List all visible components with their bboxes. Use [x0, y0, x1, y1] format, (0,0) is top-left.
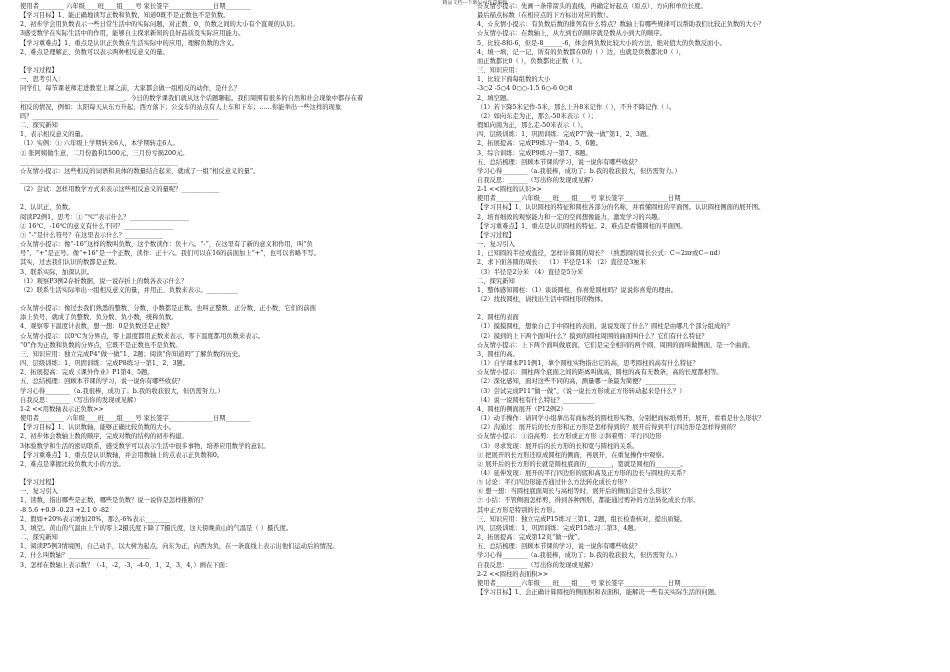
left-text-line: 自我反思：______（写出你的发现或见解）: [20, 396, 140, 404]
right-text-line: 五、总结梳理：回顾本节课的学习，说一说你有哪些收获？: [477, 543, 641, 551]
right-text-line: 【学习目标】1、认识圆柱的特征和圆柱各部分的名称，并看懂圆柱的平面图。认识圆柱侧面的展开图。: [477, 204, 765, 212]
right-column: [477, 2, 932, 597]
left-text-line: 2、什么叫数轴？__________________________: [20, 552, 150, 560]
right-text-line: 2、培育细致的观察能力和一定的空间想像能力，激发学习的兴趣。: [477, 213, 664, 221]
right-text-line: ☆友情小提示：在数轴上，从左到右的顺序就是数从小到大的顺序。: [477, 30, 666, 38]
right-text-line: （4）说一说圆柱有什么特征？__________: [477, 396, 595, 404]
left-text-line: 号”，“+”是正号。像“+16”是一个正数，读作：正十六。我们可以在16的前面加上“+”，也可以省略不写。: [20, 250, 320, 258]
right-text-line: 【学习目标】1、会正确计算圆柱的侧面积和表面积，能解决一些有关实际生活的问题。: [477, 589, 721, 596]
left-column: [20, 2, 462, 570]
left-text-line: 2、难点是掌握比较负数大小的方法。: [20, 460, 125, 468]
right-text-line: 2-2 <<圆柱的表面积>>: [477, 570, 549, 578]
right-text-line: 4、填一填，记一记，所有的负数都在0的（ ）边，也就是负数都比0（ ），: [477, 48, 686, 56]
left-text-line: 3、联系实际，加深认识。: [20, 268, 94, 276]
left-text-line: 2、难点是理解正、负数可以表示两种相反意义的量。: [20, 48, 169, 56]
left-text-line: ☆友情小提示：像过去我们熟悉的整数、分数、小数都是正数。也叫正整数、正分数、正小数，它们的前面: [20, 305, 316, 313]
right-text-line: （2）找找圆柱，请找出生活中圆柱形的物体。: [477, 296, 607, 303]
right-text-line: 2、填空题。: [477, 94, 513, 102]
right-text-line: （1）自学课本P11例1，拿个圆柱实物指出它的高，思考圆柱的高有什么特征？: [477, 360, 699, 368]
right-text-line: 2、拓展提高：完成P9练习一第4、5、6题。: [477, 140, 603, 148]
right-text-line: （1）动手操作：请同学小组拿出有商标纸的圆柱形实物，分别把商标纸剪开，展开，看看是什么形状？: [477, 415, 765, 423]
right-text-line: 一、复习引入: [477, 241, 515, 249]
left-text-line: 二、探究新知: [20, 122, 58, 130]
left-text-line: 【学习重难点】1、重点是认识正负数在生活实际中的应用，理解负数的含义。: [20, 39, 239, 47]
left-text-line: 使用者________ 六年级____班____组____号 家长签字______________日期________: [20, 415, 251, 423]
right-text-line: 1、已知圆的半径或直径，怎样计算圆的周长？（熟悉圆的周长公式：C＝2πr或C＝πd）: [477, 250, 725, 258]
left-text-line: 3、怎样在数轴上表示数？（-1，-2，-3，-4-0，1，2，3，4，）画在下面：: [20, 561, 232, 569]
left-text-line: [20, 295, 462, 304]
left-text-line: 【学习重难点】1、重点是认识数轴，并会用数轴上的点表示正负数和0。: [20, 451, 224, 459]
left-text-line: 2、拓展提高：完成《课外作业》P1第4、5题。: [20, 369, 154, 377]
right-text-line: 自我反思：______（写出你的发现或见解）: [477, 561, 597, 569]
left-text-line: 3、填空。黄山的气温由上午的零上2摄氏度下降了7摄氏度，这天傍晚黄山的气温是（ ）摄氏度。: [20, 524, 293, 532]
left-text-line: 一、复习引入: [20, 488, 58, 496]
left-text-line: 【学习过程】: [20, 67, 58, 75]
right-text-line: 【学习重难点】1、重点是认识圆柱的特征。2、难点是看懂圆柱的平面图。: [477, 222, 687, 230]
left-text-line: ☆友情小提示：以0℃为分界点，零上温度都用正数来表示，零下温度都用负数来表示。: [20, 332, 265, 340]
right-text-line: 4、☆友情小提示：有负数后数的排列有什么特点？数轴上有哪些规律可以帮助我们比较正负数的大小？: [477, 21, 765, 29]
left-text-line: 同学们，每节课老师走进教室上课之前，大家都会做一组相反的动作，是什么？: [20, 85, 241, 93]
left-text-line: （1）实例：① 六年级上学期转来6人，本学期转走6人。: [20, 140, 179, 148]
left-text-line: 1、表示相反意义的量。: [20, 131, 87, 139]
left-text-line: -8 5.6 +0.9 -0.23 +2.1 0 -82: [20, 506, 110, 514]
right-text-line: ② 展开后的长方形的长就是圆柱底面的________，宽就是圆柱的________。: [477, 460, 687, 468]
left-text-line: （1）观察P3例2存折数据，说一说存折上的数各表示什么？: [20, 277, 188, 285]
right-text-line: 3、圆柱的高。: [477, 350, 519, 358]
left-text-line: 2、初步体会数轴上数的顺序，完成对数的结构的初步构建。: [20, 433, 188, 441]
left-text-line: 使用者________ 六年级____班____组____号 家长签字______________日期________: [20, 3, 251, 10]
left-text-line: __________________________________________________: [20, 176, 178, 184]
right-text-line: （1）摸摸圆柱，想象自己手中圆柱的表面，说说发现了什么？圆柱是由哪几个部分组成的？: [477, 323, 733, 331]
left-text-line: ☆友情小提示：这些相反的词语和具体的数量结合起来，就成了一组“相反意义的量”。: [20, 167, 260, 175]
right-text-line: 使用者________六年级____班____组____号 家长签字______________日期________: [477, 195, 706, 203]
right-text-line: [477, 304, 932, 313]
right-text-line: 1、比较下面每组数的大小: [477, 76, 551, 84]
right-text-line: ① 把展开的长方形还原成圆柱的侧面，再展开，在重复操作中观察。: [477, 451, 668, 459]
right-text-line: （3）半径是2分米 （4）直径是5分米: [477, 268, 584, 276]
left-text-line: 【学习目标】1、认识数轴，能够正确比较负数的大小。: [20, 424, 176, 432]
right-text-line: 2、圆柱的表面: [477, 314, 519, 322]
left-text-line: __________________________________________________: [20, 158, 178, 166]
right-text-line: 五、总结梳理：回顾本节课的学习，说一说你有哪些收获？: [477, 158, 641, 166]
right-text-line: 四、层级训练：1、巩固训练：完成P15练习二第3、4题。: [477, 524, 640, 532]
left-text-line: _________________________________，今日的数学课我们就从这个话题聊起。我们周围有很多的自然和社会现象中都存在着: [20, 94, 364, 102]
right-text-line: ☆友情小提示：上下两个面叫做底面，它们是完全相同的两个圆，周围的面叫做侧面，是一个曲面。: [477, 341, 755, 349]
left-text-line: 三、知识应用：独立完成P4“做一做”1、2题；阅读“你知道吗”了解负数的历史。: [20, 350, 245, 358]
right-text-line: 假如向南为正，那么走-50米表示（ ）。: [477, 122, 587, 130]
right-text-line: 三、知识应用：独立完成P15练习三第1、2题，组长检查核对，提出质疑。: [477, 515, 687, 523]
right-text-line: 二、探究新知: [477, 277, 515, 285]
left-text-line: 阅读P2例1，思考：① “℃”表示什么？___________________: [20, 213, 190, 221]
right-text-line: 【学习过程】: [477, 231, 515, 239]
right-text-line: （1）若下降5米记作-5米，那么上升8米记作（ ），不升不降记作（ ）。: [477, 103, 676, 111]
left-text-line: 学习心得________（a.我很棒，成功了；b.我的收获很大，但仍需努力。）: [20, 387, 224, 395]
left-text-line: 4、观察零下温度计表数，想一想：0是负数还是正数？: [20, 323, 173, 331]
left-text-line: 相反的情况，例如：太阳每天从东方升起，西方落下；公交车的站点有人上车和下车；……你能举出一些这样的现象: [20, 103, 342, 111]
right-text-line: 最后描点标数（在相应点的下方标出对应的数）。: [477, 12, 613, 20]
right-text-line: （2）沟通过：展开后的长方形和正方形是怎样得到的？展开后得到平行四边形是怎样得到的？: [477, 424, 740, 432]
left-text-line: （2）联系生活实际举出一组相反意义的量，并用正、负数来表示。__________: [20, 286, 239, 294]
right-text-line: 使用者________六年级____班____组____号 家长签字______________日期________: [477, 579, 706, 587]
left-text-line: 1、读数，指出哪些是正数，哪些是负数？说一说你是怎样推断的？: [20, 497, 207, 505]
left-text-line: 【学习过程】: [20, 479, 58, 487]
left-text-line: ② 16℃、-16℃的意义有什么不同？________________: [20, 222, 174, 230]
right-text-line: （2）摸到的上下两个面叫什么？摸到的圆柱周围的曲面叫什么？它们有什么特征？: [477, 332, 708, 340]
right-text-line: ⑦ 小结：不管侧面怎样剪，得到各种图形，都能通过剪补的方法转化成长方形。: [477, 497, 700, 505]
right-text-line: （2）深化感知，面对这些不同的高，测量哪一条最为简便？__________: [477, 378, 677, 386]
left-text-line: 1-2 <<用数轴表示正负数>>: [20, 405, 104, 413]
left-text-line: “0”作为正数和负数的分界点，它既不是正数也不是负数。: [20, 341, 182, 349]
left-text-line: （2）尝试：怎样用数学方式来表示这些相反意义的量呢？____________: [20, 186, 220, 194]
right-text-line: ⑤ 讨论：平行四边形能否通过什么方法转化成长方形？: [477, 479, 631, 487]
right-text-line: 1、整体感知圆柱：（1）谈谈圆柱，你喜爱圆柱吗？说说你喜爱的理由。: [477, 286, 678, 294]
right-text-line: 学习心得________（a.我很棒，成功了；b.我的收获很大，但仍需努力。）: [477, 167, 681, 175]
right-text-line: ☆友情小提示：先画一条带箭头的直线，再确定好起点（原点）、方向和单位长度。: [477, 3, 707, 10]
left-text-line: 二、探究新知: [20, 534, 58, 542]
right-text-line: 自我反思：______（写出你的发现或见解）: [477, 176, 597, 184]
right-text-line: 5、比较-8和-6，但是-8______-6，体会两负数比较大小的方法，绝对值大的负数反而小。: [477, 39, 726, 47]
left-text-line: 2、初步学会用负数表示一些日常生活中的实际问题，对正数、0、负数之间的大小有个直观的认识。: [20, 21, 299, 29]
left-text-line: [20, 469, 462, 478]
left-text-line: 四、层级训练：1、巩固训练：完成P8练习一第1、2、3题。: [20, 360, 190, 368]
left-text-line: 1、阅读P5例3情境图，自己动手，以大树为起点，向东为正，向西为负，在一条直线上表示出他们运动后的情况。: [20, 543, 339, 551]
left-text-line: 其实，过去我们认识的数都是正数。: [20, 259, 121, 267]
left-text-line: 3体验数学和生活的密切联系，感受数学可以表示生活中很多事物，培养应用数学的意识。: [20, 442, 270, 450]
left-text-line: ② 张阿姨做生意，二月份盈利1500元，三月份亏损200元。: [20, 149, 189, 157]
left-text-line: 2、假如+20%表示增加20%，那么-6%表示________: [20, 515, 171, 523]
right-text-line: （2）如向东走为正，那么-50米表示（ ）；: [477, 112, 598, 120]
right-text-line: 2-1 <<圆柱的认识>>: [477, 186, 542, 194]
left-text-line: 添上负号，就成了负整数、负分数、负小数，统称负数。: [20, 314, 178, 322]
right-text-line: ☆友情小提示：圆柱两个底面之间的距离叫做高，圆柱的高有无数条，高的长度都相等。: [477, 369, 723, 377]
left-text-line: 一、思考引入：: [20, 76, 65, 84]
left-text-line: [20, 194, 462, 203]
left-text-line: [20, 57, 462, 66]
right-text-line: 其中正方形是特别的长方形。: [477, 506, 559, 514]
right-text-line: 2、拓展提高：完成第12页“做一做”。: [477, 534, 584, 542]
right-text-line: 学习心得________（a.我很棒，成功了；b.我的收获很大，但仍需努力。）: [477, 552, 681, 560]
right-text-line: ⑥ 想一想：当圆柱底面周长与高相等时，展开后的侧面会是什么形状？: [477, 488, 675, 496]
right-text-line: ☆友情小提示：①沿高剪：长方形或正方形 ②斜着剪：平行四边形: [477, 433, 662, 441]
right-text-line: 2、求下面各圆的周长： （1）半径是1米 （2）直径是3厘米: [477, 259, 646, 267]
left-text-line: 吗？___________________________________________________________: [20, 112, 219, 120]
left-text-line: ③ “-”是什么符号？在这里表示什么？____________: [20, 231, 163, 239]
left-text-line: 3感受数学在实际生活中的作用，能够自主探求新知的良好品质及实际应用能力。: [20, 30, 245, 38]
left-text-line: 2、认识正、负数。: [20, 204, 75, 212]
right-text-line: 3、综合训练：完成P9练习一第7、8题。: [477, 149, 592, 157]
left-text-line: ☆友情小提示：像“-16”这样的数叫负数，这个数读作：负十六。“-”，在这里有了新的意义和作用，叫“负: [20, 241, 313, 249]
right-text-line: 4、圆柱的侧面展开（P12例2）: [477, 405, 567, 413]
right-text-line: -3○2 -5○4 0○○-1.5 6○-6 0○8: [477, 85, 573, 93]
page-header-note: 精品文档---下载后可任意编辑: [442, 0, 508, 6]
right-text-line: 四、层级训练：1、巩固训练：完成P7“做一做”第1、2、3题。: [477, 131, 653, 139]
left-text-line: 五、总结梳理：回顾本节课的学习，说一说你有哪些收获？: [20, 378, 184, 386]
left-text-line: 【学习目标】1、能正确地读写正数和负数，知道0既不是正数也不是负数。: [20, 12, 230, 20]
right-text-line: （3）尝试完成P11“做一做”。（说一说长方形或正方形转动起来是什么？）: [477, 387, 686, 395]
right-text-line: （3）寻求发现：展开后的长方形的长和宽与圆柱的关系。: [477, 442, 639, 450]
right-text-line: 而正数都比0（ ），负数都比正数（ ）。: [477, 57, 586, 65]
right-text-line: 三、知识应用：: [477, 67, 522, 75]
right-text-line: （4）延伸发现：展开的平行四边形的底和高及正方形的边长与圆柱的关系？: [477, 469, 689, 477]
